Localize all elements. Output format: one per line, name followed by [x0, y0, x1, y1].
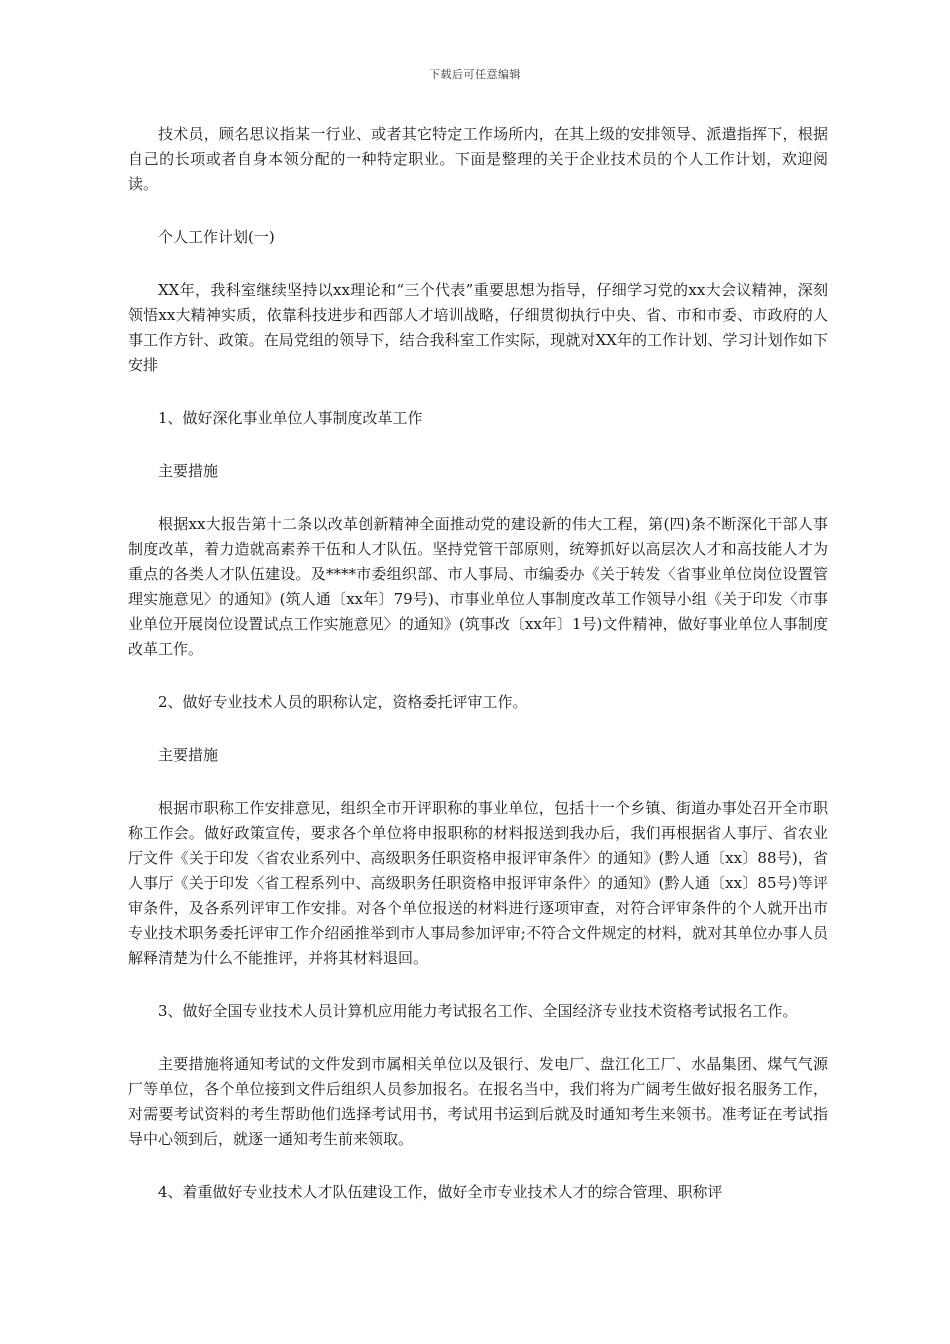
item-1-measures-label: 主要措施 [158, 462, 219, 480]
item-2-heading: 2、做好专业技术人员的职称认定，资格委托评审工作。 [158, 693, 528, 711]
page-header: 下载后可任意编辑 [429, 68, 521, 81]
item-1-heading: 1、做好深化事业单位人事制度改革工作 [158, 409, 423, 427]
document-body [128, 122, 828, 1233]
intro-paragraph: 技术员，顾名思议指某一行业、或者其它特定工作场所内，在其上级的安排领导、派遣指挥下，根据自己的长项或者自身本领分配的一种特定职业。下面是整理的关于企业技术员的个人工作计划，欢迎阅读。 [128, 125, 828, 193]
item-4-heading: 4、着重做好专业技术人才队伍建设工作，做好全市专业技术人才的综合管理、职称评 [158, 1183, 723, 1201]
item-3-measures-paragraph: 主要措施将通知考试的文件发到市属相关单位以及银行、发电厂、盘江化工厂、水晶集团、煤气气源厂等单位，各个单位接到文件后组织人员参加报名。在报名当中，我们将为广阔考生做好报名服务工作，对需要考试资料的考生帮助他们选择考试用书，考试用书运到后就及时通知考生来领书。准考证在考试指导中心领到后，就逐一通知考生前来领取。 [128, 1055, 828, 1148]
item-3-heading: 3、做好全国专业技术人员计算机应用能力考试报名工作、全国经济专业技术资格考试报名工作。 [158, 1002, 798, 1020]
overview-paragraph: XX年，我科室继续坚持以xx理论和“三个代表”重要思想为指导，仔细学习党的xx大会议精神，深刻领悟xx大精神实质，依靠科技进步和西部人才培训战略，仔细贯彻执行中央、省、市和市委、市政府的人事工作方针、政策。在局党组的领导下，结合我科室工作实际，现就对XX年的工作计划、学习计划作如下安排 [128, 281, 828, 374]
item-2-measures-label: 主要措施 [158, 746, 219, 764]
section-title-plan-one: 个人工作计划(一) [158, 228, 275, 246]
item-1-measures-paragraph: 根据xx大报告第十二条以改革创新精神全面推动党的建设新的伟大工程，第(四)条不断深化干部人事制度改革，着力造就高素养干伍和人才队伍。坚持党管干部原则，统筹抓好以高层次人才和高技能人才为重点的各类人才队伍建设。及****市委组织部、市人事局、市编委办《关于转发〈省事业单位岗位设置管理实施意见〉的通知》(筑人通〔xx年〕79号)、市事业单位人事制度改革工作领导小组《关于印发〈市事业单位开展岗位设置试点工作实施意见〉的通知》(筑事改〔xx年〕1号)文件精神，做好事业单位人事制度改革工作。 [128, 515, 828, 658]
item-2-measures-paragraph: 根据市职称工作安排意见，组织全市开评职称的事业单位，包括十一个乡镇、街道办事处召开全市职称工作会。做好政策宣传，要求各个单位将申报职称的材料报送到我办后，我们再根据省人事厅、省农业厅文件《关于印发〈省农业系列中、高级职务任职资格申报评审条件〉的通知》(黔人通〔xx〕88号)，省人事厅《关于印发〈省工程系列中、高级职务任职资格申报评审条件〉的通知》(黔人通〔xx〕85号)等评审条件，及各系列评审工作安排。对各个单位报送的材料进行逐项审查，对符合评审条件的个人就开出市专业技术职务委托评审工作介绍函推举到市人事局参加评审;不符合文件规定的材料，就对其单位办事人员解释清楚为什么不能推评，并将其材料退回。 [128, 799, 828, 967]
